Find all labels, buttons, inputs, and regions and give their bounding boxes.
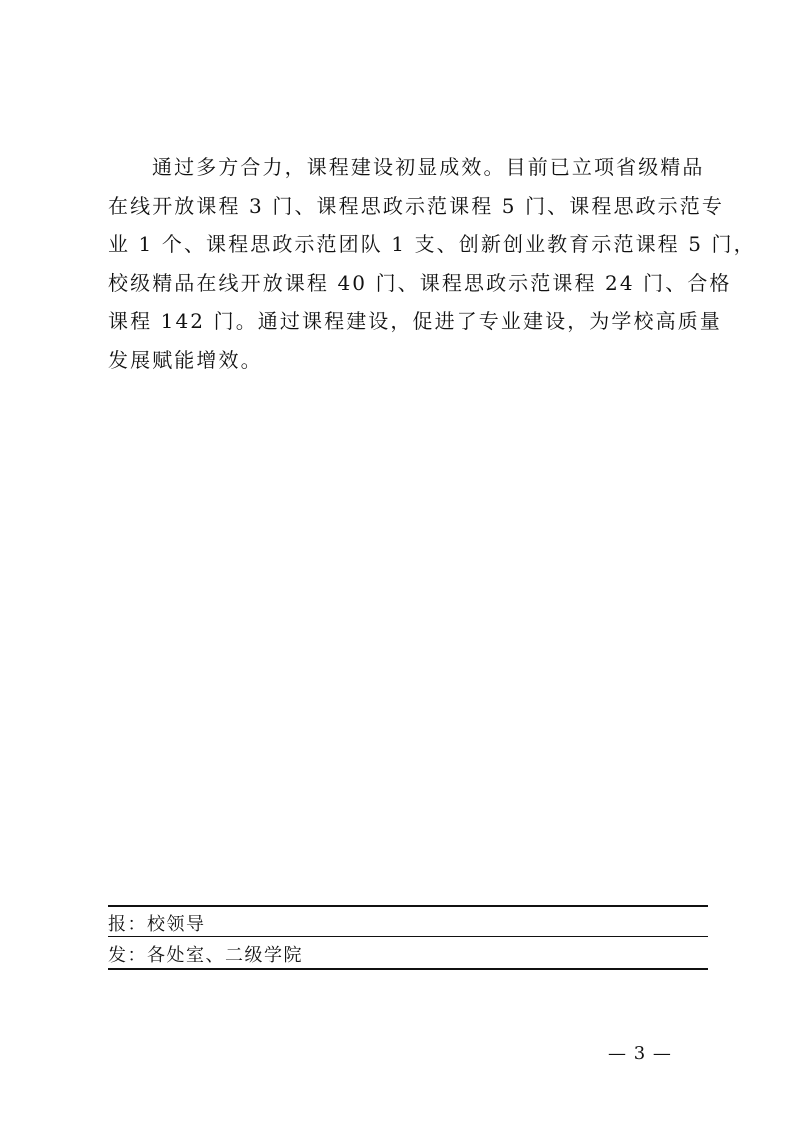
body-paragraph: [108, 148, 756, 379]
paragraph-line: 发展赋能增效。: [108, 347, 263, 372]
paragraph-line: 业 1 个、课程思政示范团队 1 支、创新创业教育示范课程 5 门，: [108, 232, 756, 256]
paragraph-line: 通过多方合力，课程建设初显成效。目前已立项省级精品: [152, 155, 705, 179]
report-to-line: 报：校领导: [108, 914, 206, 935]
paragraph-line: 课程 142 门。通过课程建设，促进了专业建设，为学校高质量: [108, 309, 722, 333]
paragraph-line: 在线开放课程 3 门、课程思政示范课程 5 门、课程思政示范专: [108, 193, 724, 218]
distribution-middle-rule: [108, 936, 708, 937]
distribution-bottom-rule: [108, 968, 708, 970]
send-to-line: 发：各处室、二级学院: [108, 945, 303, 966]
page-number: — 3 —: [608, 1043, 672, 1064]
distribution-top-rule: [108, 905, 708, 907]
paragraph-line: 校级精品在线开放课程 40 门、课程思政示范课程 24 门、合格: [108, 270, 732, 295]
